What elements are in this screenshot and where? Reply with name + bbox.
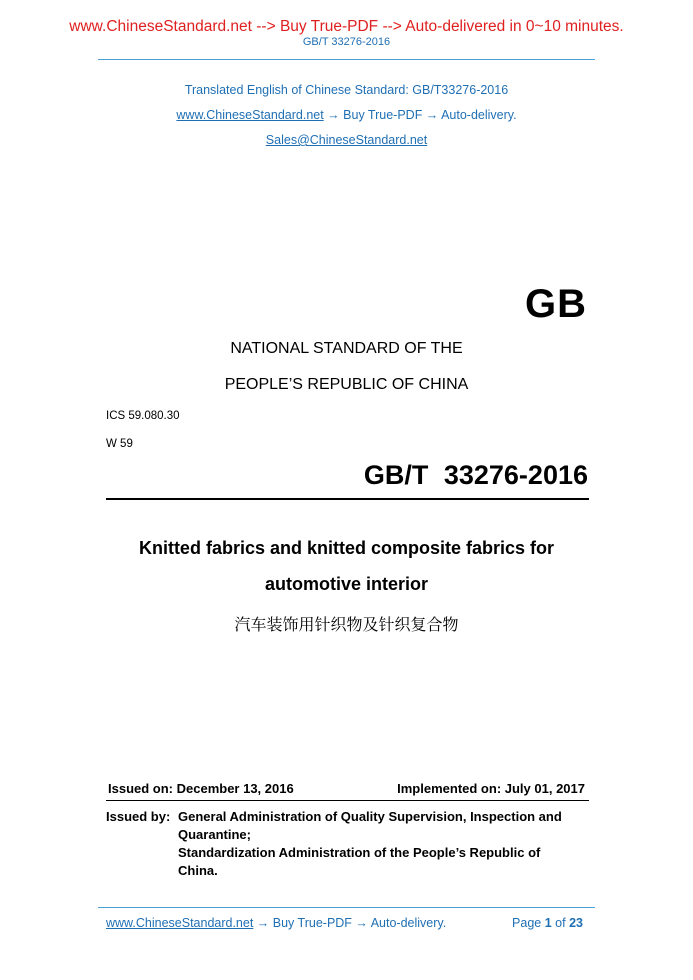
issued-by-body [178, 808, 589, 880]
page-total: 23 [569, 916, 583, 930]
title-chinese: 汽车装饰用针织物及针织复合物 [234, 615, 459, 634]
website-link[interactable]: www.ChineseStandard.net [176, 108, 324, 122]
issued-by-label: Issued by: [106, 809, 171, 824]
issued-on: Issued on: December 13, 2016 [108, 781, 294, 796]
ics-code: ICS 59.080.30 [106, 410, 180, 422]
standard-number: GB/T 33276-2016 [363, 460, 588, 490]
footer [106, 916, 589, 930]
footer-link-rest: → Buy True-PDF → Auto-delivery. [253, 916, 447, 930]
national-standard-line1: NATIONAL STANDARD OF THE [230, 340, 463, 357]
issued-by-line: China. [178, 863, 218, 878]
sales-email-link[interactable]: Sales@ChineseStandard.net [265, 133, 428, 147]
page-indicator [512, 916, 583, 930]
issued-by-line: Standardization Administration of the People’s Republic of [178, 845, 541, 860]
title-line1: Knitted fabrics and knitted composite fabrics for [138, 538, 555, 558]
promo-banner[interactable]: www.ChineseStandard.net --> Buy True-PDF --> Auto-delivered in 0~10 minutes. [69, 18, 624, 35]
header-divider [98, 59, 595, 60]
running-head: GB/T 33276-2016 [302, 36, 391, 48]
implemented-on: Implemented on: July 01, 2017 [397, 781, 585, 796]
w-code: W 59 [106, 438, 133, 450]
footer-divider [98, 907, 595, 908]
title-divider [106, 498, 589, 500]
translated-notice: Translated English of Chinese Standard: GB/T33276-2016 [184, 83, 509, 97]
intro-link-row [0, 108, 693, 122]
issued-by-line: Quarantine; [178, 827, 251, 842]
page-of: of [555, 916, 566, 930]
national-standard-line2: PEOPLE’S REPUBLIC OF CHINA [224, 376, 469, 393]
footer-website-link[interactable]: www.ChineseStandard.net [106, 916, 254, 930]
page-current: 1 [544, 916, 552, 930]
link-rest-text: → Buy True-PDF → Auto-delivery. [323, 108, 517, 122]
gb-logo: GB [525, 282, 587, 326]
dates-divider [106, 800, 589, 801]
page-label: Page [512, 916, 542, 930]
title-line2: automotive interior [264, 574, 429, 594]
issued-by-line: General Administration of Quality Supervision, Inspection and [178, 809, 562, 824]
